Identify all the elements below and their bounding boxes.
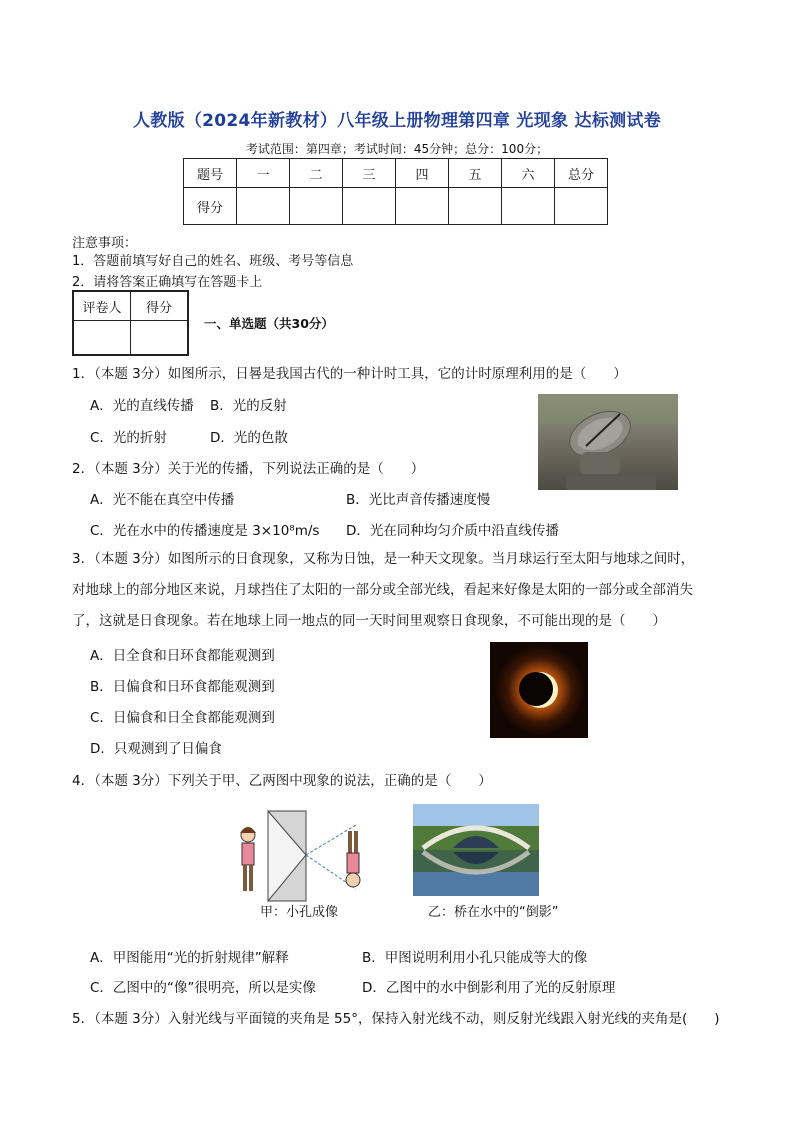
solar-eclipse-photo — [490, 642, 588, 738]
score-cell — [555, 188, 608, 225]
score-header-cell: 六 — [502, 159, 555, 188]
question-2-stem: 2．（本题 3分）关于光的传播，下列说法正确的是（ ） — [72, 461, 425, 477]
score-table — [183, 158, 608, 225]
score-header-cell: 五 — [449, 159, 502, 188]
grader-score-label: 得分 — [131, 291, 189, 321]
notice-item: 2．请将答案正确填写在答题卡上 — [72, 275, 263, 290]
q3-option-c[interactable]: C．日偏食和日全食都能观测到 — [90, 710, 275, 726]
score-cell — [502, 188, 555, 225]
grader-table — [72, 290, 189, 356]
q2-option-a[interactable]: A．光不能在真空中传播 — [90, 492, 235, 508]
question-4-stem: 4．（本题 3分）下列关于甲、乙两图中现象的说法，正确的是（ ） — [72, 773, 492, 789]
score-header-cell: 题号 — [184, 159, 237, 188]
bridge-reflection-photo — [413, 804, 539, 896]
score-header-cell: 二 — [290, 159, 343, 188]
question-1-stem: 1．（本题 3分）如图所示，日晷是我国古代的一种计时工具，它的计时原理利用的是（ ） — [72, 366, 627, 382]
notice-item: 1．答题前填写好自己的姓名、班级、考号等信息 — [72, 254, 354, 269]
score-cell — [449, 188, 502, 225]
score-header-cell: 三 — [343, 159, 396, 188]
page-title: 人教版（2024年新教材）八年级上册物理第四章 光现象 达标测试卷 — [132, 111, 662, 131]
score-row-label: 得分 — [184, 188, 237, 225]
q3-option-b[interactable]: B．日偏食和日环食都能观测到 — [90, 679, 275, 695]
question-3-line: 3．（本题 3分）如图所示的日食现象，又称为日蚀，是一种天文现象。当月球运行至太阳与地球之间时， — [72, 551, 695, 567]
q2-option-d[interactable]: D．光在同种均匀介质中沿直线传播 — [346, 523, 559, 539]
q1-option-a[interactable]: A．光的直线传播 — [90, 398, 194, 414]
question-3-line: 了，这就是日食现象。若在地球上同一地点的同一天时间里观察日食现象，不可能出现的是（ ） — [72, 613, 666, 629]
q1-option-d[interactable]: D．光的色散 — [210, 430, 288, 446]
score-header-cell: 总分 — [555, 159, 608, 188]
figure-caption-b: 乙：桥在水中的“倒影” — [428, 905, 559, 920]
section-heading: 一、单选题（共30分） — [204, 316, 334, 331]
score-cell — [396, 188, 449, 225]
grader-cell — [131, 321, 189, 356]
score-header-cell: 一 — [237, 159, 290, 188]
question-5-stem: 5．（本题 3分）入射光线与平面镜的夹角是 55°，保持入射光线不动，则反射光线跟入射光线的夹角是( ) — [72, 1011, 720, 1027]
q1-option-c[interactable]: C．光的折射 — [90, 430, 167, 446]
q2-option-b[interactable]: B．光比声音传播速度慢 — [346, 492, 491, 508]
score-cell — [237, 188, 290, 225]
q3-option-a[interactable]: A．日全食和日环食都能观测到 — [90, 648, 275, 664]
score-cell — [290, 188, 343, 225]
grader-label: 评卷人 — [73, 291, 131, 321]
score-cell — [343, 188, 396, 225]
figure-caption-a: 甲：小孔成像 — [260, 905, 339, 920]
q1-option-b[interactable]: B．光的反射 — [210, 398, 287, 414]
score-header-cell: 四 — [396, 159, 449, 188]
q2-option-c[interactable]: C．光在水中的传播速度是 3×10⁸m/s — [90, 523, 320, 539]
question-3-line: 对地球上的部分地区来说，月球挡住了太阳的一部分或全部光线，看起来好像是太阳的一部分或全部消失 — [72, 582, 693, 598]
exam-info: 考试范围：第四章；考试时间：45分钟；总分：100分； — [245, 142, 549, 156]
q4-option-a[interactable]: A．甲图能用“光的折射规律”解释 — [90, 950, 289, 966]
notice-heading: 注意事项： — [72, 236, 138, 251]
q4-option-c[interactable]: C．乙图中的“像”很明亮，所以是实像 — [90, 980, 316, 996]
grader-cell — [73, 321, 131, 356]
q4-option-d[interactable]: D．乙图中的水中倒影利用了光的反射原理 — [362, 980, 616, 996]
q4-option-b[interactable]: B．甲图说明利用小孔只能成等大的像 — [362, 950, 588, 966]
pinhole-diagram — [232, 805, 380, 903]
q3-option-d[interactable]: D．只观测到了日偏食 — [90, 741, 222, 757]
